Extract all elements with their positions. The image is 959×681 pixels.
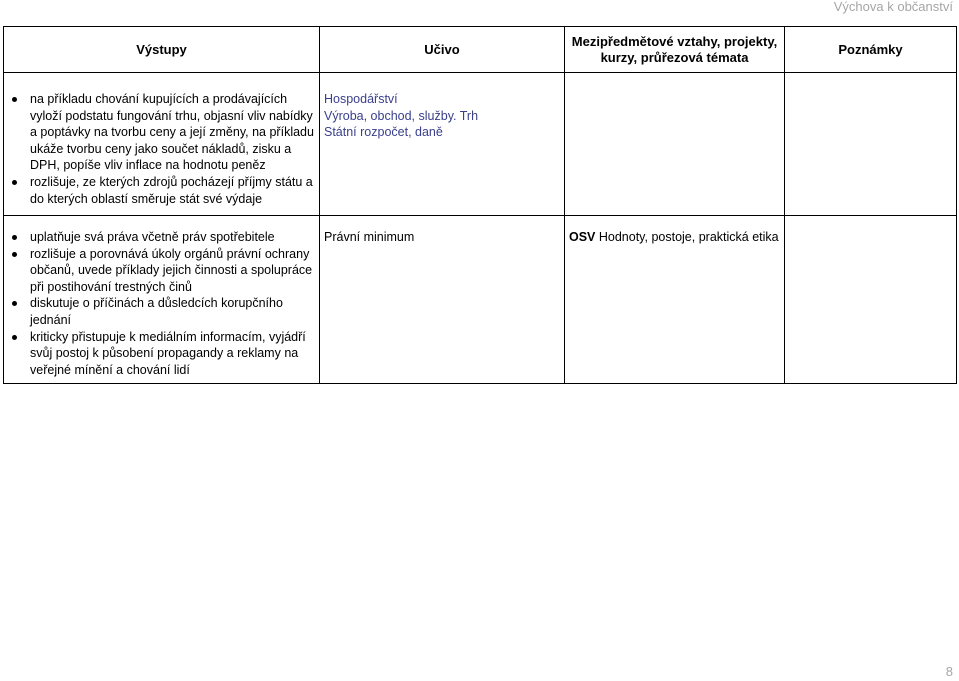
outputs-list: [4, 216, 319, 378]
osv-label: OSV: [569, 230, 596, 244]
topic-line: Státní rozpočet, daně: [324, 125, 443, 140]
list-item: na příkladu chování kupujících a prodávajících vyloží podstatu fungování trhu, objasní vliv nabídky a poptávky na tvorbu ceny a její změny, na příkladu ukáže tvorbu ceny jako součet nákladů, zisku a DPH, popíše vliv inflace na hodnotu peněz: [30, 91, 317, 174]
cross-curricular-text: [565, 216, 784, 246]
table-row: [4, 73, 957, 216]
osv-topic: Hodnoty, postoje, praktická etika: [595, 230, 779, 244]
cross-curricular-cell: [565, 73, 785, 216]
column-header-cross-curricular: [565, 27, 785, 73]
column-header-curriculum: Učivo: [320, 27, 565, 73]
curriculum-table: [3, 26, 957, 384]
page-number: 8: [945, 664, 953, 679]
topics-list: [320, 216, 564, 246]
list-item: diskutuje o příčinách a důsledcích korupčního jednání: [30, 295, 317, 328]
curriculum-cell: [320, 216, 565, 384]
outputs-cell: [4, 216, 320, 384]
cross-curricular-cell: [565, 216, 785, 384]
list-item: kriticky přistupuje k mediálním informacím, vyjádří svůj postoj k působení propagandy a reklamy na veřejné mínění a chování lidí: [30, 329, 317, 379]
page-header-subject: Výchova k občanství: [833, 0, 953, 14]
column-header-notes: Poznámky: [785, 27, 957, 73]
column-header-outputs: Výstupy: [4, 27, 320, 73]
topic-line: Výroba, obchod, služby. Trh: [324, 108, 479, 123]
table-row: [4, 216, 957, 384]
cross-header-line-1: Mezipředmětové vztahy, projekty,: [571, 33, 778, 49]
list-item: uplatňuje svá práva včetně práv spotřebitele: [30, 229, 317, 246]
topics-list: [320, 73, 564, 141]
curriculum-cell: [320, 73, 565, 216]
table-header-row: [4, 27, 957, 73]
notes-cell: [785, 73, 957, 216]
cross-header-line-2: kurzy, průřezová témata: [600, 49, 749, 65]
topic-line: Právní minimum: [324, 230, 415, 244]
outputs-cell: [4, 73, 320, 216]
notes-cell: [785, 216, 957, 384]
list-item: rozlišuje, ze kterých zdrojů pocházejí příjmy státu a do kterých oblastí směruje stát své výdaje: [30, 174, 317, 207]
topic-line: Hospodářství: [324, 92, 398, 106]
list-item: rozlišuje a porovnává úkoly orgánů právní ochrany občanů, uvede příklady jejich činnosti a spolupráce při postihování trestných činů: [30, 246, 317, 296]
outputs-list: [4, 73, 319, 207]
